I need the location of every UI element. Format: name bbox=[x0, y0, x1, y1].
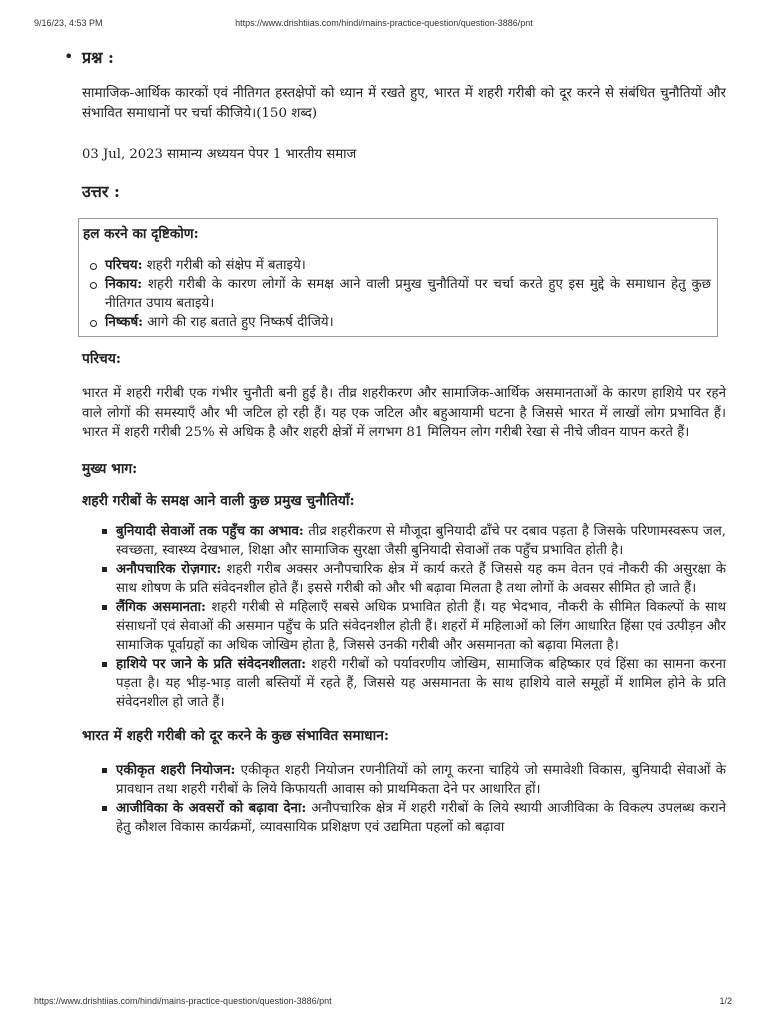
intro-paragraph: भारत में शहरी गरीबी एक गंभीर चुनौती बनी हुई है। तीव्र शहरीकरण और सामाजिक-आर्थिक असमानताओं के कारण हाशिये पर रहने वाले लोगों की समस्याएँ और भी जटिल हो रही हैं। यह एक जटिल और बहुआयामी घटना है जिससे भारत में लाखों लोग प्रभावित हैं। भारत में शहरी गरीबी 25% से अधिक है और शहरी क्षेत्रों में लगभग 81 मिलियन लोग गरीबी रेखा से नीचे जीवन यापन करते हैं। bbox=[82, 386, 726, 440]
question-date-line: 03 Jul, 2023 सामान्य अध्ययन पेपर 1 भारतीय समाज bbox=[82, 147, 357, 162]
square-bullet-icon bbox=[102, 605, 107, 610]
challenge-item bbox=[116, 655, 726, 712]
solution-item bbox=[116, 799, 726, 837]
approach-title: हल करने का दृष्टिकोण: bbox=[83, 226, 199, 242]
solution-item-text: एकीकृत शहरी नियोजन रणनीतियों को लागू करना चाहिये जो समावेशी विकास, बुनियादी सेवाओं के प्रावधान तथा शहरी गरीबों के लिये किफायती आवास को प्राथमिकता देने पर आधारित हों। bbox=[116, 762, 726, 797]
solution-item-label: आजीविका के अवसरों को बढ़ावा देना: bbox=[116, 800, 307, 816]
challenge-item bbox=[116, 560, 726, 598]
challenge-item-label: हाशिये पर जाने के प्रति संवेदनशीलता: bbox=[116, 656, 307, 672]
approach-item-label: परिचय: bbox=[105, 258, 143, 273]
challenge-item bbox=[116, 522, 726, 560]
solution-item bbox=[116, 761, 726, 799]
print-datetime: 9/16/23, 4:53 PM bbox=[34, 18, 103, 28]
challenges-list bbox=[82, 522, 726, 712]
challenge-item-text: शहरी गरीब अक्सर अनौपचारिक क्षेत्र में कार्य करते हैं जिससे यह कम वेतन एवं नौकरी की असुरक्षा के साथ शोषण के प्रति संवेदनशील होते हैं। इससे गरीबी को और भी बढ़ावा मिलता है तथा लोगों के अवसर सीमित हो जाते हैं। bbox=[116, 561, 727, 596]
square-bullet-icon bbox=[102, 806, 107, 811]
solution-item-label: एकीकृत शहरी नियोजन: bbox=[116, 762, 236, 778]
approach-box bbox=[78, 218, 718, 337]
challenge-item-label: लैंगिक असमानता: bbox=[116, 599, 206, 615]
approach-item-text: शहरी गरीबी को संक्षेप में बताइये। bbox=[142, 258, 306, 273]
square-bullet-icon bbox=[102, 529, 107, 534]
page-number: 1/2 bbox=[719, 996, 732, 1006]
document-content bbox=[64, 46, 727, 837]
print-footer bbox=[0, 996, 768, 1008]
approach-item bbox=[83, 256, 711, 275]
approach-item bbox=[83, 275, 711, 313]
square-bullet-icon bbox=[102, 768, 107, 773]
print-header bbox=[0, 18, 768, 30]
challenge-item-label: अनौपचारिक रोज़गार: bbox=[116, 561, 222, 577]
bullet-dot-icon: • bbox=[64, 47, 74, 66]
circle-bullet-icon bbox=[90, 282, 97, 289]
challenge-item-text: शहरी गरीबों को पर्यावरणीय जोखिम, सामाजिक बहिष्कार एवं हिंसा का सामना करना पड़ता है। यह भीड़-भाड़ वाली बस्तियों में रहते हैं, जिससे यह असमानता के साथ हाशिये वाले समूहों में शामिल होने के प्रति संवेदनशील हो जाते हैं। bbox=[116, 656, 727, 710]
solution-item-text: अनौपचारिक क्षेत्र में शहरी गरीबों के लिये स्थायी आजीविका के विकल्प उपलब्ध कराने हेतु कौशल विकास कार्यक्रमों, व्यावसायिक प्रशिक्षण एवं उद्यमिता पहलों को बढ़ावा bbox=[116, 800, 726, 835]
answer-heading: उत्तर : bbox=[82, 182, 120, 201]
question-text: सामाजिक-आर्थिक कारकों एवं नीतिगत हस्तक्षेपों को ध्यान में रखते हुए, भारत में शहरी गरीबी को दूर करने से संबंधित चुनौतियों और संभावित समाधानों पर चर्चा कीजिये।(150 शब्द) bbox=[82, 86, 726, 121]
print-header-url: https://www.drishtiias.com/hindi/mains-practice-question/question-3886/pnt bbox=[235, 18, 533, 28]
challenge-item bbox=[116, 598, 726, 655]
approach-item-text: आगे की राह बताते हुए निष्कर्ष दीजिये। bbox=[143, 315, 334, 330]
approach-item-text: शहरी गरीबी के कारण लोगों के समक्ष आने वाली प्रमुख चुनौतियों पर चर्चा करते हुए इस मुद्दे के समाधान हेतु कुछ नीतिगत उपाय बताइये। bbox=[105, 277, 711, 311]
intro-heading: परिचय: bbox=[82, 351, 121, 367]
solutions-list bbox=[82, 761, 726, 837]
print-footer-url: https://www.drishtiias.com/hindi/mains-practice-question/question-3886/pnt bbox=[34, 996, 332, 1006]
approach-item bbox=[83, 313, 711, 332]
solutions-heading: भारत में शहरी गरीबी को दूर करने के कुछ संभावित समाधान: bbox=[82, 727, 389, 744]
challenges-heading: शहरी गरीबों के समक्ष आने वाली कुछ प्रमुख चुनौतियाँ: bbox=[82, 492, 355, 509]
circle-bullet-icon bbox=[90, 263, 97, 270]
approach-item-label: निकाय: bbox=[105, 277, 143, 292]
question-heading: प्रश्न : bbox=[82, 48, 114, 67]
square-bullet-icon bbox=[102, 567, 107, 572]
question-heading-row bbox=[64, 46, 726, 76]
square-bullet-icon bbox=[102, 662, 107, 667]
main-body-heading: मुख्य भाग: bbox=[82, 460, 138, 477]
challenge-item-text: तीव्र शहरीकरण से मौजूदा बुनियादी ढाँचे पर दबाव पड़ता है जिसके परिणामस्वरूप जल, स्वच्छता, स्वास्थ्य देखभाल, शिक्षा और सामाजिक सुरक्षा जैसी बुनियादी सेवाओं तक पहुँच प्रभावित होती है। bbox=[116, 523, 726, 558]
approach-item-label: निष्कर्ष: bbox=[105, 315, 144, 330]
challenge-item-label: बुनियादी सेवाओं तक पहुँच का अभाव: bbox=[116, 523, 304, 539]
circle-bullet-icon bbox=[90, 320, 97, 327]
challenge-item-text: शहरी गरीबी से महिलाएँ सबसे अधिक प्रभावित होती हैं। यह भेदभाव, नौकरी के सीमित विकल्पों के साथ संसाधनों एवं सेवाओं की असमान पहुँच के प्रति संवेदनशील होती हैं। शहरों में महिलाओं को लिंग आधारित हिंसा एवं उत्पीड़न और सामाजिक पूर्वाग्रहों का अधिक जोखिम होता है, जिससे उनकी गरीबी और असमानता को बढ़ावा मिलता है। bbox=[116, 599, 727, 653]
approach-list bbox=[83, 256, 711, 332]
